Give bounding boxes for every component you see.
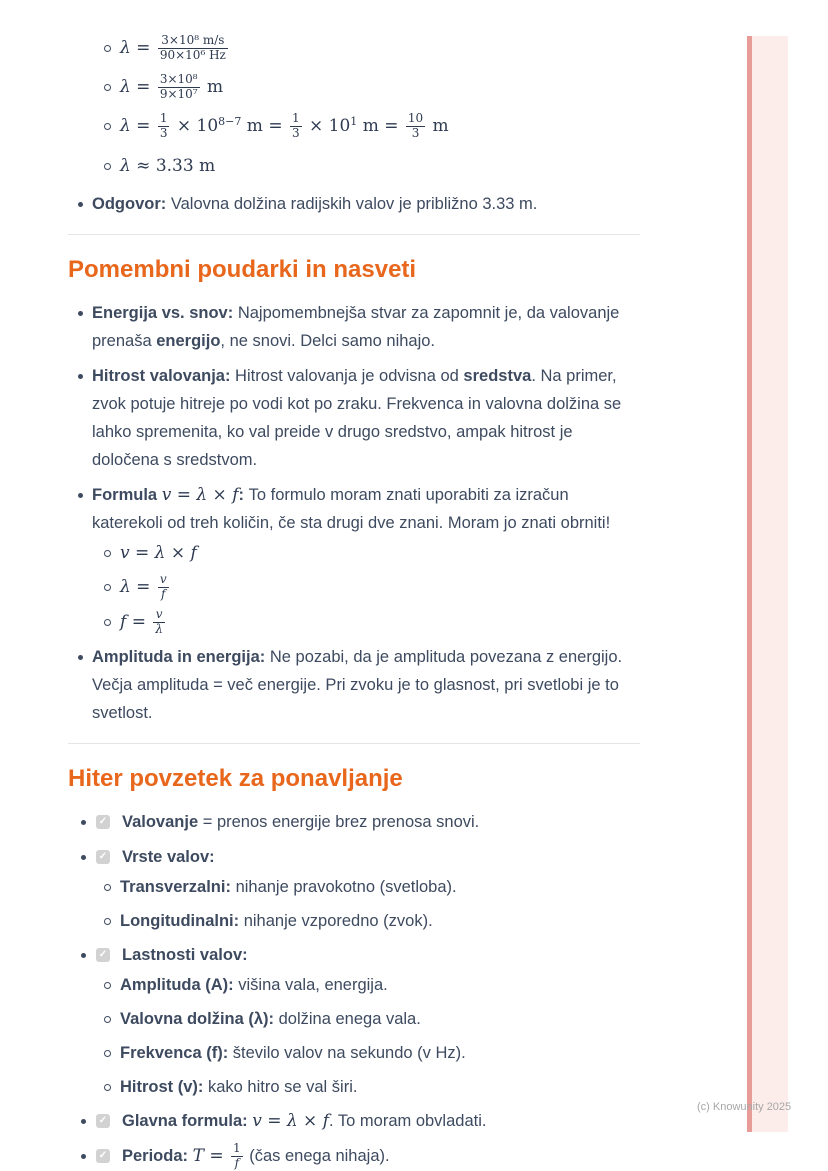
section-heading: Pomembni poudarki in nasveti	[68, 255, 417, 283]
item-text	[120, 878, 457, 896]
math-text: 3	[291, 126, 300, 141]
text: višina vala, energija.	[238, 975, 388, 994]
item-text	[120, 33, 230, 63]
item-text	[122, 946, 248, 964]
bullet-dot-icon	[78, 374, 83, 379]
checkbox-checked-icon[interactable]	[96, 815, 110, 829]
checkbox-checked-icon[interactable]	[96, 1149, 110, 1163]
bold-text: Glavna formula:	[122, 1111, 253, 1130]
list-item	[68, 941, 640, 969]
math-text: =	[129, 542, 155, 563]
item-text	[120, 976, 388, 994]
math-text: λ	[120, 155, 131, 176]
circle-marker-icon	[104, 84, 111, 91]
item-text	[120, 111, 449, 141]
checkmark-icon: ✓	[98, 1149, 108, 1161]
sub-item	[68, 608, 640, 637]
item-text	[122, 813, 479, 831]
list-item	[68, 1107, 640, 1135]
fraction-denominator	[158, 49, 228, 63]
math-text: ×	[207, 484, 233, 505]
text: Najpomembnejša stvar za zapomnit je, da valovanje prenaša	[92, 303, 620, 350]
fraction-numerator	[406, 112, 425, 127]
divider	[68, 743, 640, 744]
bold-text: Amplituda in energija:	[92, 647, 270, 666]
bold-text: Frekvenca (f):	[120, 1043, 233, 1062]
circle-marker-icon	[104, 550, 111, 557]
bullet-dot-icon	[81, 953, 86, 958]
checkmark-icon: ✓	[98, 815, 108, 827]
sub-item	[68, 1039, 640, 1067]
bold-text: Vrste valov:	[122, 847, 215, 866]
item-text	[92, 304, 619, 350]
circle-marker-icon	[104, 918, 111, 925]
answer-list	[68, 190, 640, 218]
section-heading: Hiter povzetek za ponavljanje	[68, 764, 403, 792]
sub-item	[68, 573, 640, 602]
text: nihanje pravokotno (svetloba).	[235, 877, 457, 896]
circle-marker-icon	[104, 163, 111, 170]
fraction	[158, 73, 200, 102]
text: . Na primer, zvok potuje hitreje po vodi kot po zraku. Frekvenca in valovna dolžina se lahko spremenita, ko val preide v drugo sredstvo, ampak hitrost je določena s sredstvom.	[92, 366, 622, 469]
list-item	[68, 843, 640, 871]
item-text	[120, 912, 433, 930]
math-text: ≈ 3.33 m	[130, 155, 216, 176]
math-text: =	[130, 76, 156, 97]
math-text: λ	[120, 38, 131, 58]
item-text	[120, 607, 167, 636]
fraction	[153, 608, 165, 637]
fraction-denominator	[406, 127, 425, 141]
math-text: f	[232, 484, 239, 505]
bullet-dot-icon	[78, 655, 83, 660]
fraction-numerator	[158, 112, 170, 127]
fraction-numerator	[158, 73, 200, 88]
math-text: 10	[407, 111, 424, 126]
item-text	[92, 648, 622, 722]
fraction-numerator	[290, 112, 302, 127]
list-item	[68, 362, 640, 474]
text: kako hitro se val širi.	[208, 1077, 358, 1096]
math-text: =	[203, 1145, 230, 1166]
checkbox-checked-icon[interactable]	[96, 948, 110, 962]
fraction-numerator	[158, 573, 169, 588]
fraction-numerator	[153, 608, 165, 623]
math-text: =	[261, 1110, 287, 1131]
item-text	[92, 367, 621, 469]
bold-text: sredstva	[463, 366, 532, 385]
math-text: 3	[159, 126, 168, 141]
divider	[68, 234, 640, 235]
math-text: 1	[159, 111, 168, 126]
checkbox-checked-icon[interactable]	[96, 850, 110, 864]
item-text	[120, 157, 215, 175]
bold-text: Valovanje	[122, 812, 199, 831]
fraction	[158, 112, 170, 141]
math-text: v	[161, 484, 172, 505]
item-text	[120, 572, 171, 602]
document-content	[68, 34, 640, 1171]
math-text: f	[161, 587, 166, 602]
list-item	[68, 190, 640, 218]
math-text: =	[126, 611, 152, 632]
fraction-denominator	[158, 88, 200, 102]
math-text: =	[171, 484, 197, 505]
item-text	[120, 1078, 357, 1096]
math-text: v	[252, 1110, 262, 1131]
sub-item	[68, 152, 640, 180]
text: . To moram obvladati.	[329, 1111, 487, 1130]
math-text: 1	[350, 114, 358, 128]
math-text: λ	[196, 484, 208, 505]
math-text: 3	[411, 126, 420, 141]
math-text: 90×10⁶ Hz	[159, 48, 226, 63]
checkmark-icon: ✓	[98, 948, 108, 960]
circle-marker-icon	[104, 584, 111, 591]
sub-item	[68, 907, 640, 935]
page-edge-stripe-line	[747, 36, 752, 1132]
math-text: λ	[154, 542, 166, 563]
bold-text: Transverzalni:	[120, 877, 236, 896]
fraction-denominator	[231, 1157, 243, 1171]
math-text: × 10	[303, 115, 351, 136]
bullet-dot-icon	[78, 493, 83, 498]
math-text: v	[159, 572, 167, 587]
bold-text: Lastnosti valov:	[122, 945, 248, 964]
list-item	[68, 481, 640, 537]
bullet-dot-icon	[81, 1119, 86, 1124]
math-text: v	[155, 607, 163, 622]
text: dolžina enega vala.	[278, 1009, 421, 1028]
bold-text: Formula	[92, 485, 162, 504]
list-item	[68, 299, 640, 355]
fraction	[231, 1142, 243, 1171]
circle-marker-icon	[104, 45, 111, 52]
bold-text: Longitudinalni:	[120, 911, 244, 930]
list-item	[68, 643, 640, 727]
fraction	[290, 112, 302, 141]
page-edge-stripe-band	[752, 36, 788, 1132]
fraction-denominator	[290, 127, 302, 141]
math-text: f	[322, 1110, 330, 1131]
math-text: f	[190, 542, 197, 563]
formula-steps	[68, 34, 640, 180]
item-text	[92, 486, 610, 532]
text: nihanje vzporedno (zvok).	[243, 911, 433, 930]
item-text	[120, 544, 197, 562]
bullet-dot-icon	[78, 311, 83, 316]
bullet-dot-icon	[81, 820, 86, 825]
sub-item	[68, 971, 640, 999]
math-text: λ	[120, 76, 131, 97]
circle-marker-icon	[104, 123, 111, 130]
bold-text: :	[238, 485, 249, 504]
bullet-dot-icon	[81, 1154, 86, 1159]
fraction-denominator	[158, 127, 170, 141]
bold-text: Odgovor:	[92, 194, 171, 213]
list-item	[68, 808, 640, 836]
item-text	[122, 848, 215, 866]
text: To formulo moram znati uporabiti za izračun katerekoli od treh količin, če sta drugi dve znani. Moram jo znati obrniti!	[92, 485, 611, 532]
text: Valovna dolžina radijskih valov je približno 3.33 m.	[170, 194, 538, 213]
item-text	[122, 1141, 390, 1170]
sub-item	[68, 1005, 640, 1033]
math-text: 1	[233, 1141, 241, 1156]
summary-list	[68, 808, 640, 1171]
fraction	[158, 573, 169, 602]
bullet-dot-icon	[81, 855, 86, 860]
circle-marker-icon	[104, 884, 111, 891]
item-text	[120, 72, 224, 102]
text: , ne snovi. Delci samo nihajo.	[220, 331, 436, 350]
math-text: v	[120, 542, 130, 563]
sub-item	[68, 1073, 640, 1101]
fraction-denominator	[153, 623, 165, 637]
math-text: × 10	[171, 115, 219, 136]
text: število valov na sekundo (v Hz).	[232, 1043, 466, 1062]
fraction-numerator	[158, 34, 228, 49]
math-text: 1	[291, 111, 300, 126]
math-text: ×	[297, 1110, 323, 1131]
bold-text: Valovna dolžina (λ):	[120, 1009, 279, 1028]
checkbox-checked-icon[interactable]	[96, 1114, 110, 1128]
sub-item	[68, 34, 640, 63]
math-text: f	[234, 1155, 240, 1170]
math-text: λ	[120, 576, 131, 597]
circle-marker-icon	[104, 1050, 111, 1057]
circle-marker-icon	[104, 1016, 111, 1023]
bold-text: Hitrost valovanja:	[92, 366, 236, 385]
math-text: 9×10⁷	[159, 87, 198, 102]
item-text	[92, 195, 537, 213]
item-text	[120, 1044, 466, 1062]
math-text: λ	[120, 115, 131, 136]
circle-marker-icon	[104, 982, 111, 989]
item-text	[122, 1112, 486, 1130]
sub-item	[68, 873, 640, 901]
circle-marker-icon	[104, 1084, 111, 1091]
fraction	[158, 34, 228, 63]
math-text: =	[130, 38, 156, 58]
bold-text: Energija vs. snov:	[92, 303, 238, 322]
math-text: =	[130, 576, 156, 597]
text: = prenos energije brez prenosa snovi.	[198, 812, 480, 831]
checkmark-icon: ✓	[98, 850, 108, 862]
item-text	[120, 1010, 421, 1028]
math-text: f	[120, 611, 127, 632]
sub-item	[68, 539, 640, 567]
math-text: 3×10⁸	[159, 72, 198, 87]
text: Hitrost valovanja je odvisna od	[235, 366, 464, 385]
sub-item	[68, 112, 640, 142]
checkmark-icon: ✓	[98, 1114, 108, 1126]
list-item	[68, 1142, 640, 1171]
bold-text: Amplituda (A):	[120, 975, 239, 994]
math-text: =	[130, 115, 156, 136]
fraction-numerator	[231, 1142, 243, 1157]
text: Ne pozabi, da je amplituda povezana z energijo. Večja amplituda = več energije. Pri zvoku je to glasnost, pri svetlobi je to svetlost.	[92, 647, 623, 722]
bold-text: Hitrost (v):	[120, 1077, 208, 1096]
text: (čas enega nihaja).	[244, 1146, 390, 1165]
fraction	[406, 112, 425, 141]
math-text: 8−7	[218, 114, 242, 128]
fraction-denominator	[158, 588, 169, 602]
bullet-dot-icon	[78, 202, 83, 207]
copyright-text: (c) Knowunity 2025	[697, 1101, 792, 1113]
math-text: m	[201, 76, 224, 97]
bold-text: Perioda:	[122, 1146, 193, 1165]
math-text: λ	[286, 1110, 298, 1131]
math-text: m =	[357, 115, 404, 136]
bold-text: energijo	[156, 331, 221, 350]
math-text: ×	[165, 542, 191, 563]
math-text: m =	[241, 115, 288, 136]
sub-item	[68, 73, 640, 102]
math-text: λ	[155, 621, 163, 636]
math-text: T	[192, 1145, 204, 1166]
circle-marker-icon	[104, 619, 111, 626]
math-text: 3×10⁸ m/s	[161, 33, 225, 48]
key-points-list	[68, 299, 640, 727]
math-text: m	[427, 115, 449, 136]
